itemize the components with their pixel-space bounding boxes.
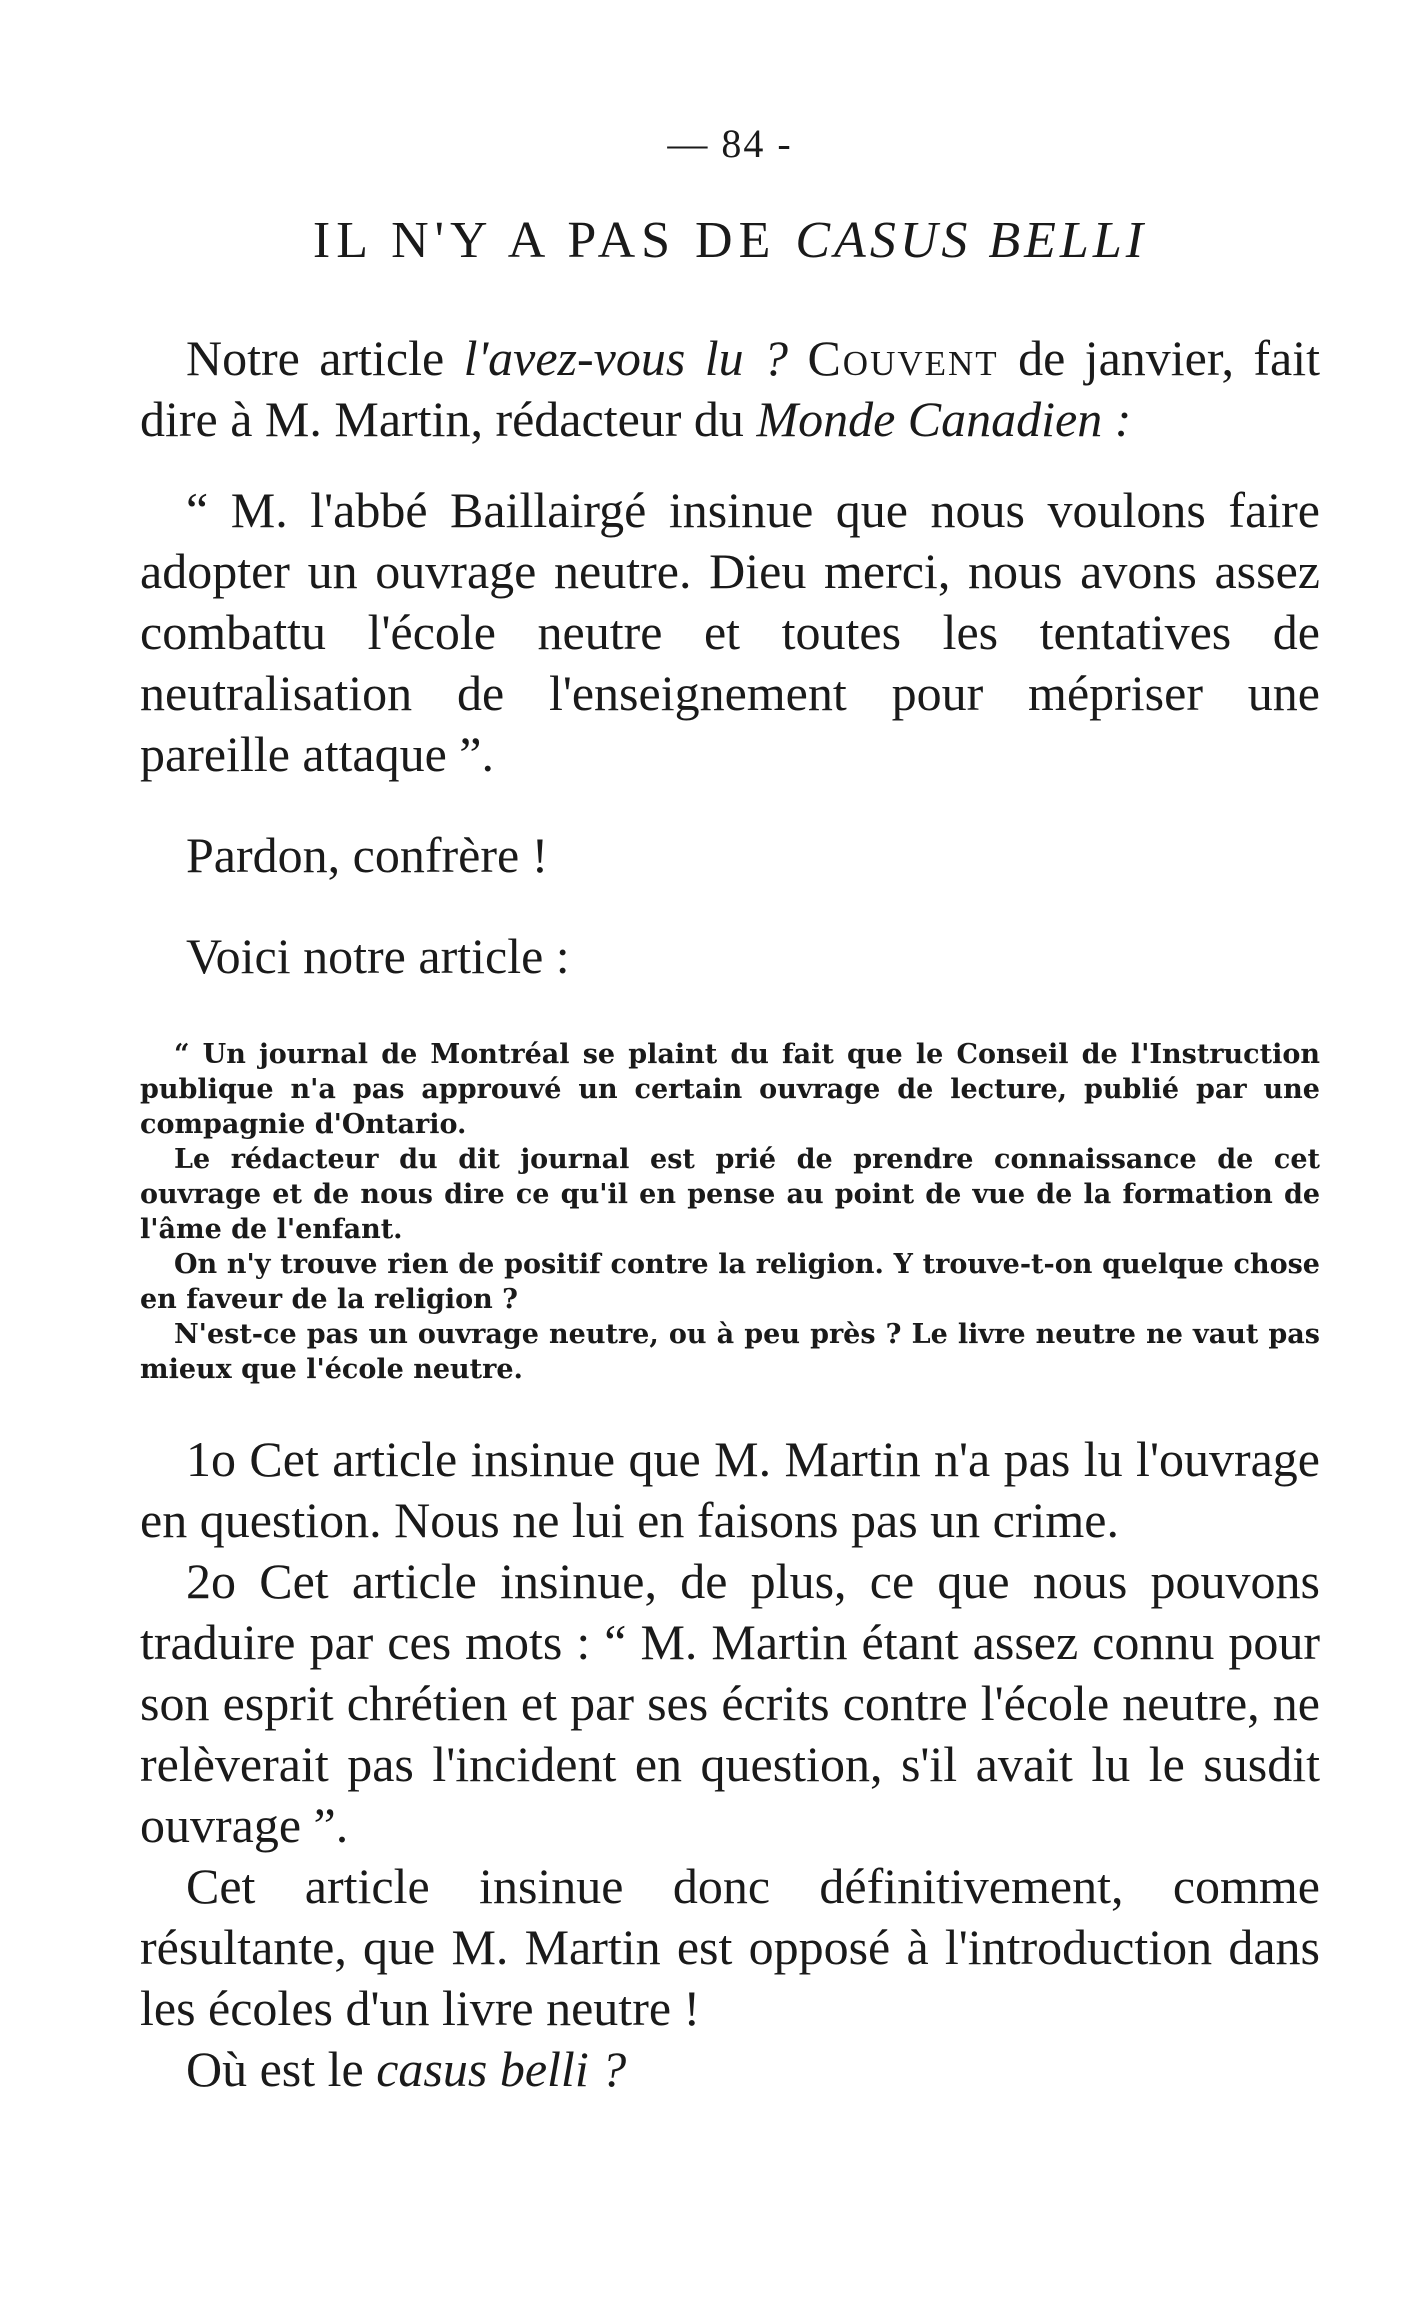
conclusion-paragraph: Cet article insinue donc définitivement, comme résultante, que M. Martin est opposé à l'introduction dans les écoles d'un livre neutre ! [140,1858,1320,2036]
chapter-title-text: IL N'Y A PAS DE [312,212,777,269]
point-two: 2o Cet article insinue, de plus, ce que nous pouvons traduire par ces mots : “ M. Martin étant assez connu pour son esprit chrétien et par ses écrits contre l'école neutre, ne relèverait pas l'incident en question, s'il avait lu le susdit ouvrage ”. [140,1553,1320,1853]
voici-line: Voici notre article : [186,928,570,984]
intro-text-1: Notre article [186,330,445,386]
martin-quote: “ M. l'abbé Baillairgé insinue que nous voulons faire adopter un ouvrage neutre. Dieu merci, nous avons assez combattu l'école neutre et toutes les tentatives de neutralisation de l'enseignement pour mépriser une pareille attaque ”. [140,482,1320,782]
pardon-line: Pardon, confrère ! [186,827,549,883]
cited-paragraph: On n'y trouve rien de positif contre la religion. Y trouve-t-on quelque chose en faveur de la religion ? [140,1249,1320,1315]
book-page [140,120,1320,2100]
intro-journal-name: Couvent [807,330,999,386]
point-one: 1o Cet article insinue que M. Martin n'a pas lu l'ouvrage en question. Nous ne lui en faisons pas un crime. [140,1431,1320,1548]
intro-italic-1: l'avez-vous lu ? [463,330,789,386]
cited-paragraph: “ Un journal de Montréal se plaint du fait que le Conseil de l'Instruction publique n'a pas approuvé un certain ouvrage de lecture, publié par une compagnie d'Ontario. [140,1039,1320,1140]
chapter-title [140,211,1320,270]
page-number: — 84 - [667,121,793,166]
chapter-title-italic: CASUS BELLI [795,212,1148,269]
cited-article [140,1037,1320,1387]
final-question-text: Où est le [186,2041,364,2097]
intro-paragraph [140,328,1320,450]
intro-italic-2: Monde Canadien : [756,391,1132,447]
final-question-italic: casus belli ? [376,2041,627,2097]
cited-paragraph: N'est-ce pas un ouvrage neutre, ou à peu près ? Le livre neutre ne vaut pas mieux que l'école neutre. [140,1319,1320,1385]
intro-text-2: de janvier, fait dire à M. Martin, rédacteur du [140,330,1321,447]
cited-paragraph: Le rédacteur du dit journal est prié de prendre connaissance de cet ouvrage et de nous dire ce qu'il en pense au point de vue de la formation de l'âme de l'enfant. [140,1144,1320,1245]
final-question [140,2039,1320,2100]
